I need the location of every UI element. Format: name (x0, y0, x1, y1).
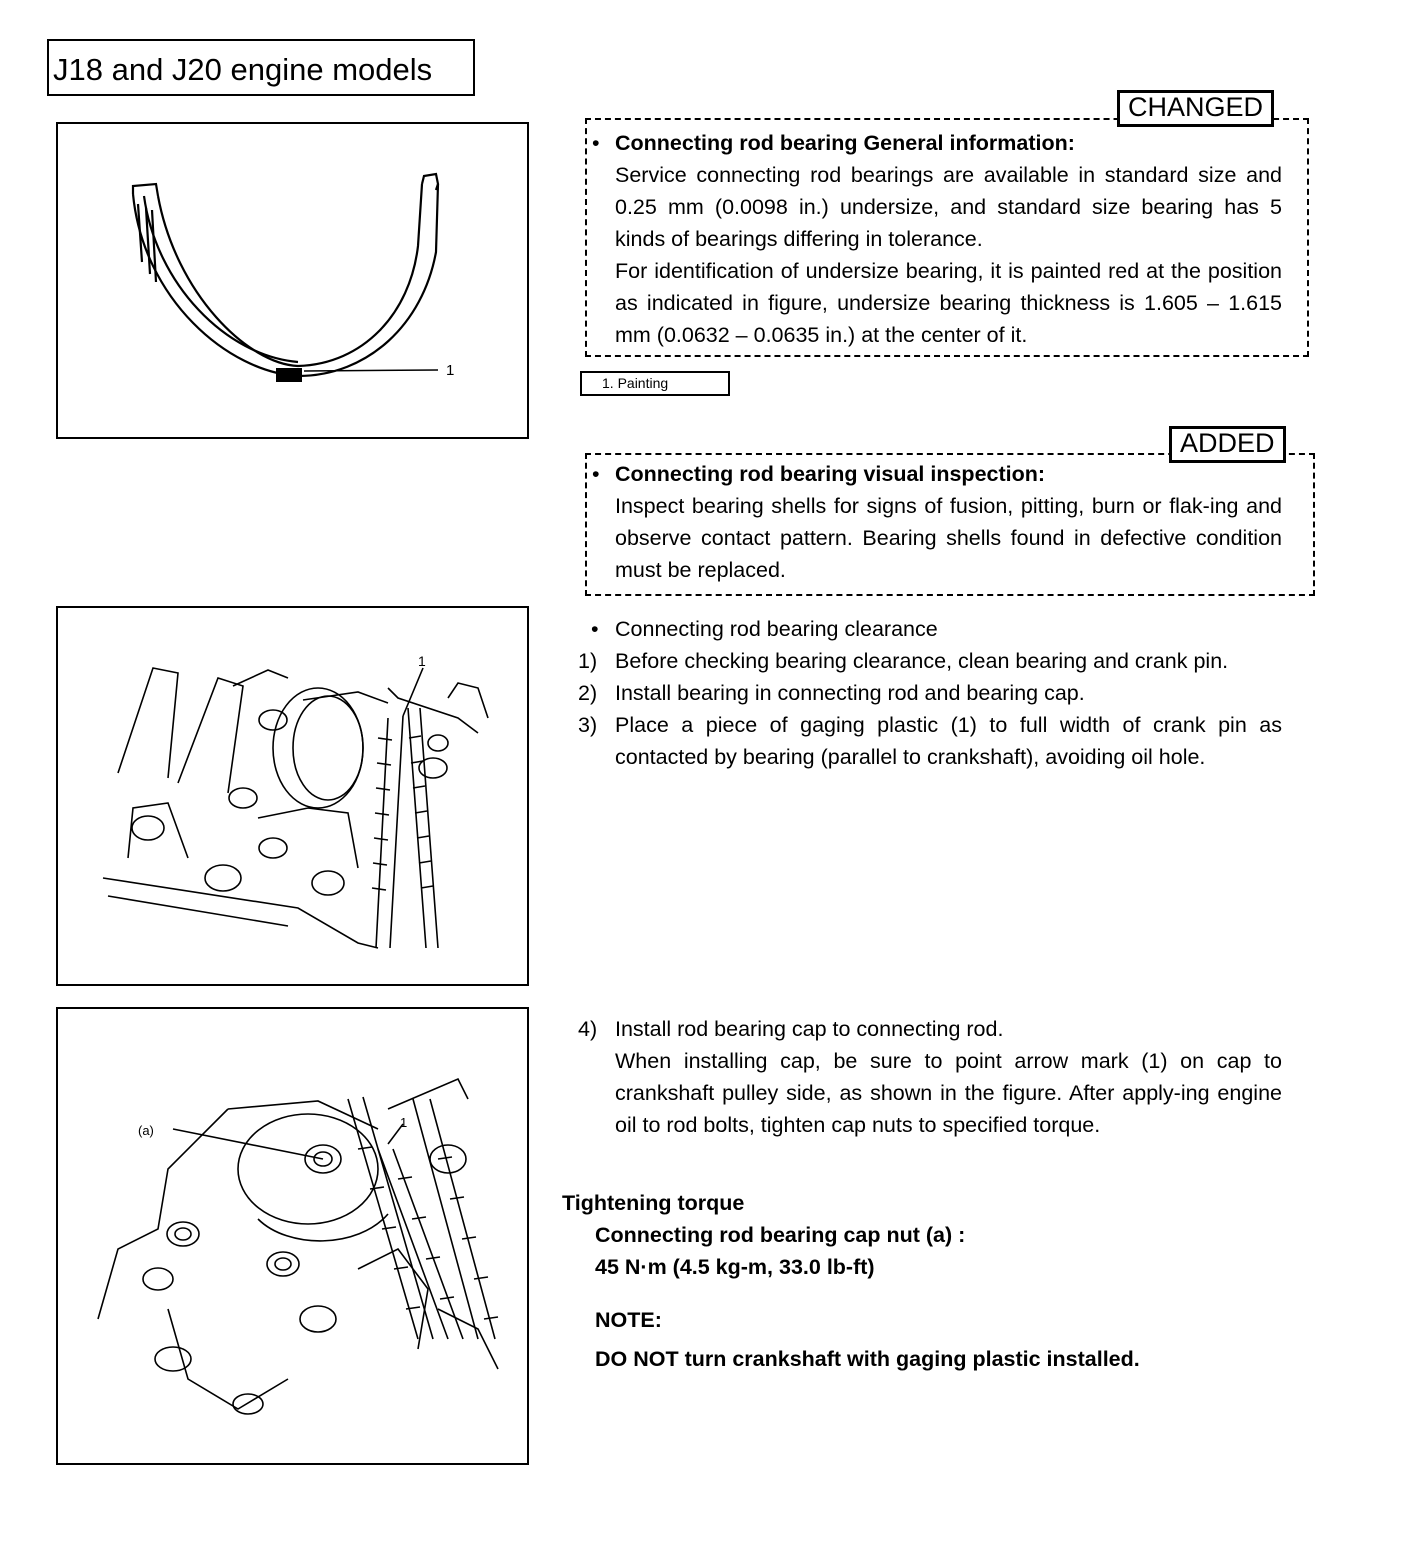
added-tag: ADDED (1169, 426, 1286, 463)
clearance-section (578, 613, 1282, 773)
bullet: • (592, 462, 600, 486)
callout-a: (a) (138, 1123, 154, 1138)
clearance-figure (56, 606, 529, 986)
install-title: Install rod bearing cap to connecting rod. (615, 1017, 1004, 1041)
callout-1: 1 (400, 1115, 408, 1130)
step-number: 1) (578, 649, 598, 673)
changed-content (592, 127, 1282, 351)
step-number: 4) (578, 1017, 598, 1041)
clearance-drawing (58, 608, 531, 988)
step-text: Install bearing in connecting rod and bearing cap. (615, 681, 1085, 705)
added-heading: Connecting rod bearing visual inspection: (615, 462, 1046, 486)
callout-1: 1 (446, 362, 455, 379)
step-text: Place a piece of gaging plastic (1) to full width of crank pin as contacted by bearing (parallel to crankshaft), avoiding oil hole. (615, 713, 1282, 769)
bullet: • (592, 131, 600, 155)
paint-mark (276, 368, 302, 382)
cap-drawing (58, 1009, 531, 1467)
step-number: 3) (578, 713, 598, 737)
bullet: • (591, 617, 599, 641)
page-title: J18 and J20 engine models (47, 39, 475, 96)
cap-figure (56, 1007, 529, 1465)
changed-para-2: For identification of undersize bearing, it is painted red at the position as indicated in figure, undersize bearing thickness is 1.605 – 1.615 mm (0.0632 – 0.0635 in.) at the center of it. (615, 259, 1282, 347)
torque-section (562, 1187, 1282, 1283)
added-para: Inspect bearing shells for signs of fusion, pitting, burn or flak-ing and observe contact pattern. Bearing shells found in defective condition must be replaced. (615, 494, 1282, 582)
added-content (592, 458, 1282, 586)
bearing-figure (56, 122, 529, 439)
torque-value: 45 N·m (4.5 kg-m, 33.0 lb-ft) (595, 1255, 875, 1279)
install-text: When installing cap, be sure to point arrow mark (1) on cap to crankshaft pulley side, as shown in the figure. After apply-ing engine oil to rod bolts, tighten cap nuts to specified torque. (615, 1049, 1282, 1137)
step-item (578, 645, 1282, 677)
install-section (578, 1013, 1282, 1141)
step-item (578, 677, 1282, 709)
torque-item: Connecting rod bearing cap nut (a) : (595, 1223, 966, 1247)
step-item (578, 709, 1282, 773)
clearance-heading: Connecting rod bearing clearance (615, 617, 938, 641)
changed-heading: Connecting rod bearing General information: (615, 131, 1075, 155)
callout-1: 1 (418, 653, 426, 669)
bearing-drawing (58, 124, 531, 441)
note-heading: NOTE: (595, 1308, 662, 1332)
figure-legend: 1. Painting (580, 371, 730, 396)
note-section (595, 1304, 1285, 1375)
torque-heading: Tightening torque (562, 1191, 745, 1215)
changed-para-1: Service connecting rod bearings are available in standard size and 0.25 mm (0.0098 in.) undersize, and standard size bearing has 5 kinds of bearings differing in tolerance. (615, 163, 1282, 251)
step-number: 2) (578, 681, 598, 705)
step-text: Before checking bearing clearance, clean bearing and crank pin. (615, 649, 1229, 673)
note-text: DO NOT turn crankshaft with gaging plastic installed. (595, 1347, 1140, 1371)
changed-tag: CHANGED (1117, 90, 1274, 127)
